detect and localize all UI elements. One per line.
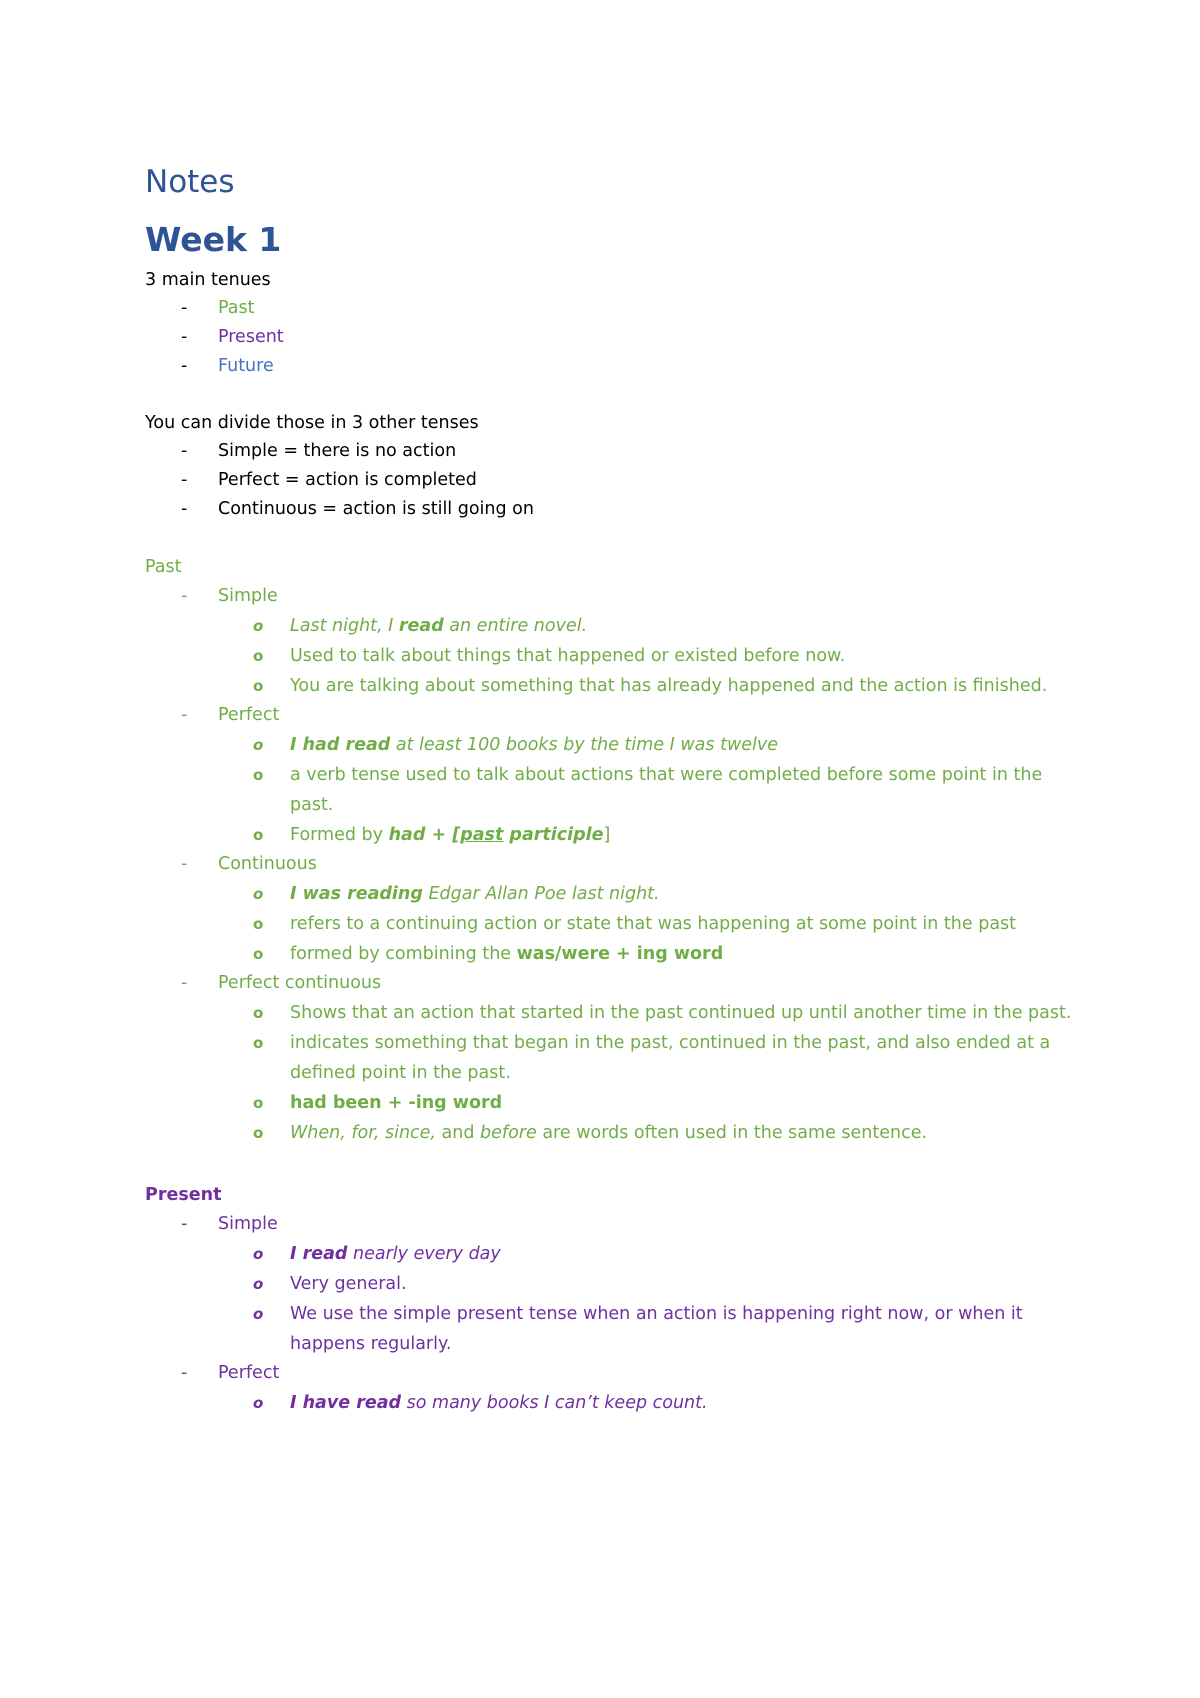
list-item: o We use the simple present tense when an action is happening right now, or when it happens regularly.: [253, 1304, 1023, 1354]
list-item: o Very general.: [253, 1274, 407, 1294]
document-title: Notes: [145, 164, 235, 200]
list-item: o Shows that an action that started in the past continued up until another time in the past.: [253, 1003, 1072, 1023]
list-item: o When, for, since, and before are words often used in the same sentence.: [253, 1123, 928, 1143]
list-item: - Present: [181, 327, 284, 347]
list-item: - Future: [181, 356, 274, 376]
list-item: o I read nearly every day: [253, 1244, 501, 1264]
document-page: [145, 162, 1075, 1418]
intro-text: 3 main tenues: [145, 270, 271, 290]
list-item: o refers to a continuing action or state that was happening at some point in the past: [253, 914, 1017, 934]
list-item: o Last night, I read an entire novel.: [253, 616, 588, 636]
past-heading: Past: [145, 557, 182, 577]
list-item: o Formed by had + [past participle]: [253, 825, 611, 845]
list-item: o indicates something that began in the past, continued in the past, and also ended at a defined point in the past.: [253, 1033, 1051, 1083]
list-item: o I was reading Edgar Allan Poe last night.: [253, 884, 660, 904]
list-item: - Simple = there is no action: [181, 441, 457, 461]
list-item: o Used to talk about things that happened or existed before now.: [253, 646, 846, 666]
list-item: - Perfect = action is completed: [181, 470, 477, 490]
list-item: - Past: [181, 298, 255, 318]
week-heading: Week 1: [145, 220, 282, 259]
past-simple: - Simple: [181, 586, 278, 606]
list-item: o formed by combining the was/were + ing word: [253, 944, 724, 964]
present-perfect: - Perfect: [181, 1363, 280, 1383]
present-heading: Present: [145, 1185, 222, 1205]
list-item: o You are talking about something that has already happened and the action is finished.: [253, 676, 1048, 696]
list-item: o I have read so many books I can’t keep count.: [253, 1393, 708, 1413]
past-perfect: - Perfect: [181, 705, 280, 725]
list-item: o I had read at least 100 books by the time I was twelve: [253, 735, 779, 755]
present-simple: - Simple: [181, 1214, 278, 1234]
list-item: o had been + -ing word: [253, 1093, 503, 1113]
past-continuous: - Continuous: [181, 854, 317, 874]
past-perfect-continuous: - Perfect continuous: [181, 973, 382, 993]
list-item: - Continuous = action is still going on: [181, 499, 534, 519]
list-item: o a verb tense used to talk about actions that were completed before some point in the past.: [253, 765, 1043, 815]
divide-intro: You can divide those in 3 other tenses: [145, 413, 479, 433]
